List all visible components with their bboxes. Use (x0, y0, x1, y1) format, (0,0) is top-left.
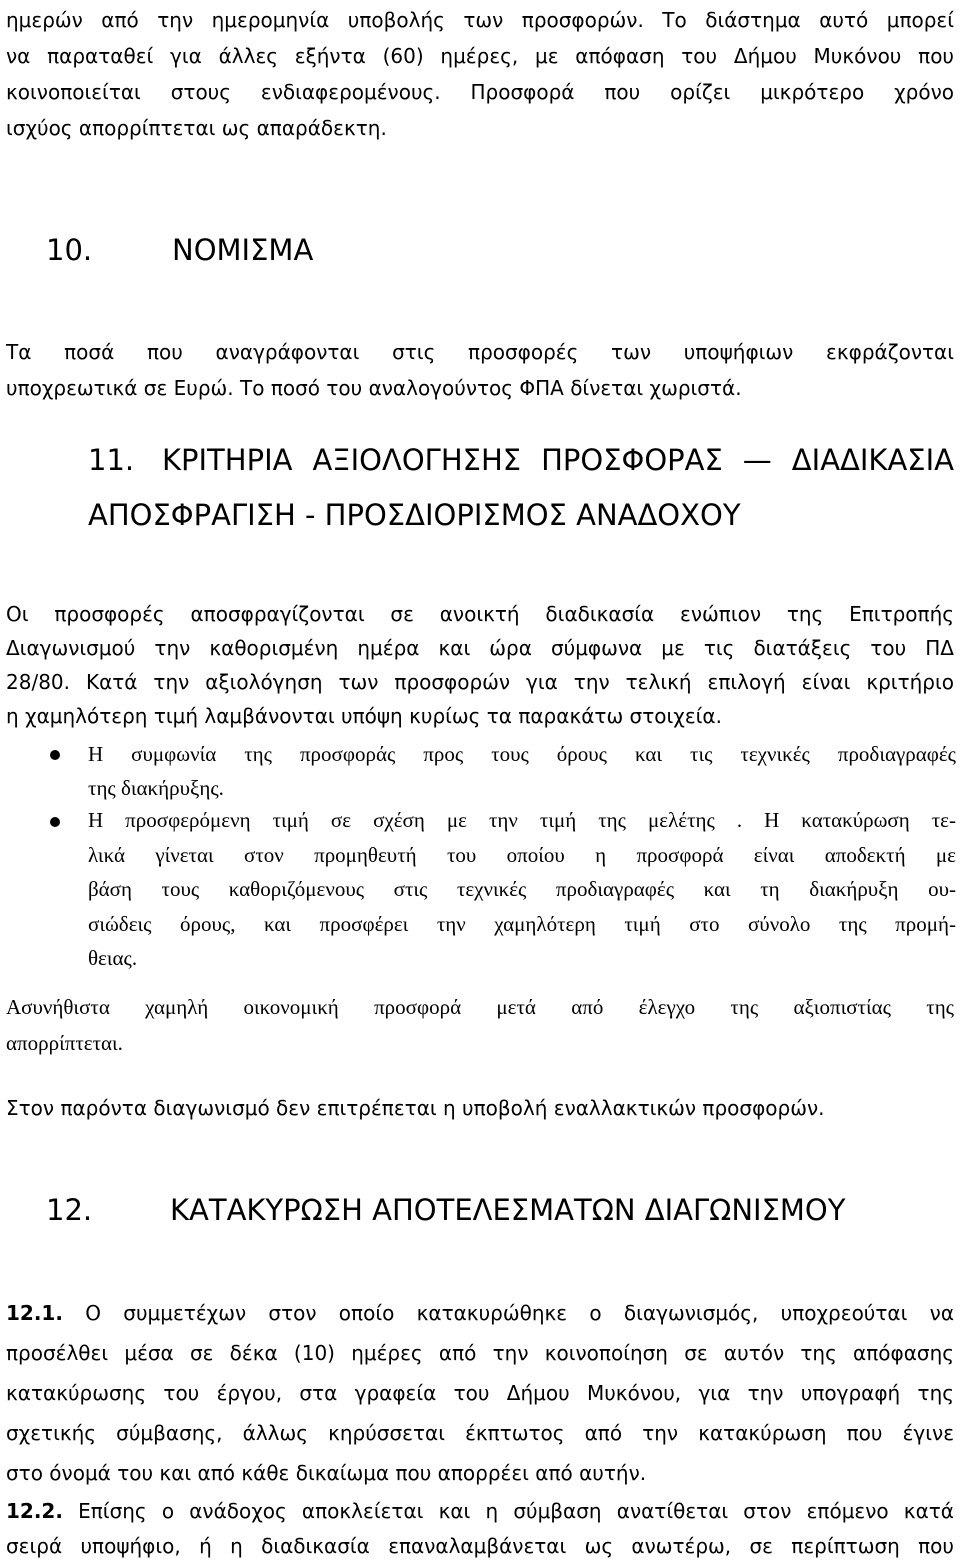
section-12-2-paragraph (6, 1494, 954, 1564)
text-line (6, 1293, 954, 1333)
text-line: Η συμφωνία της προσφοράς προς τους όρους και τις τεχνικές προδιαγραφές (88, 742, 956, 766)
text-line: κατακύρωσης του έργου, στα γραφεία του Δήμου Μυκόνου, για την υπογραφή της (6, 1381, 954, 1405)
text-line (6, 1494, 954, 1529)
text-line: της διακήρυξης. (88, 776, 224, 800)
section-number: 11. (88, 443, 135, 477)
text-line: Ασυνήθιστα χαμηλή οικονομική προσφορά μετά από έλεγχο της αξιοπιστίας της (6, 995, 954, 1019)
text-line: η χαμηλότερη τιμή λαμβάνονται υπόψη κυρίως τα παρακάτω στοιχεία. (6, 704, 722, 728)
section-number: 12. (46, 1193, 93, 1227)
bullet-item (88, 803, 956, 976)
text-line: προσέλθει μέσα σε δέκα (10) ημέρες από την κοινοποίηση σε αυτόν της απόφασης (6, 1341, 954, 1365)
text-line-content: Ο συμμετέχων στον οποίο κατακυρώθηκε ο διαγωνισμός, υποχρεούται να (85, 1301, 955, 1325)
intro-line: να παραταθεί για άλλες εξήντα (60) ημέρες, με απόφαση του Δήμου Μυκόνου που (6, 44, 954, 68)
text-line: θειας. (88, 946, 138, 970)
text-line: βάση τους καθοριζόμενους στις τεχνικές προδιαγραφές και τη διακήρυξη ου- (88, 877, 956, 901)
section-12-1-paragraph (6, 1293, 954, 1493)
section-12-heading (46, 1192, 845, 1228)
text-line: στο όνομά του και από κάθε δικαίωμα που απορρέει από αυτήν. (6, 1461, 647, 1485)
text-line: Η προσφερόμενη τιμή σε σχέση με την τιμή της μελέτης . Η κατακύρωση τε- (88, 808, 956, 832)
section-11-heading (88, 442, 954, 478)
text-line: Οι προσφορές αποσφραγίζονται σε ανοικτή διαδικασία ενώπιον της Επιτροπής (6, 602, 954, 626)
intro-line: ημερών από την ημερομηνία υποβολής των προσφορών. Το διάστημα αυτό μπορεί (6, 8, 954, 32)
intro-paragraph (6, 2, 954, 146)
section-10-paragraph (6, 334, 954, 406)
text-line-content: Επίσης ο ανάδοχος αποκλείεται και η σύμβαση ανατίθεται στον επόμενο κατά (78, 1499, 954, 1523)
section-11-paragraph (6, 597, 954, 733)
section-number: 10. (46, 233, 93, 267)
section-11-paragraph-3 (6, 1091, 954, 1125)
section-11-heading-line-2: ΑΠΟΣΦΡΑΓΙΣΗ - ΠΡΟΣΔΙΟΡΙΣΜΟΣ ΑΝΑΔΟΧΟΥ (88, 498, 741, 532)
subsection-number: 12.1. (6, 1301, 63, 1325)
section-10-heading (46, 232, 313, 268)
section-title-line: ΚΡΙΤΗΡΙΑ ΑΞΙΟΛΟΓΗΣΗΣ ΠΡΟΣΦΟΡΑΣ — ΔΙΑΔΙΚΑΣΙΑ (162, 443, 954, 477)
text-line: σιώδεις όρους, και προσφέρει την χαμηλότερη τιμή στο σύνολο της προμή- (88, 911, 956, 936)
subsection-number: 12.2. (6, 1499, 63, 1523)
text-line: λικά γίνεται στον προμηθευτή του οποίου η προσφορά είναι αποδεκτή με (88, 842, 956, 867)
text-line: σειρά υποψήφιο, ή η διαδικασία επαναλαμβάνεται ως ανωτέρω, σε περίπτωση που (6, 1534, 954, 1558)
section-11-paragraph-2 (6, 989, 954, 1061)
bullet-icon (50, 750, 60, 760)
text-line: απορρίπτεται. (6, 1031, 123, 1055)
intro-line: κοινοποιείται στους ενδιαφερομένους. Προσφορά που ορίζει μικρότερο χρόνο (6, 80, 954, 104)
bullet-item (88, 737, 956, 805)
text-line: σχετικής σύμβασης, άλλως κηρύσσεται έκπτωτος από την κατακύρωση που έγινε (6, 1421, 954, 1445)
bullet-icon (50, 817, 60, 827)
intro-line: ισχύος απορρίπτεται ως απαράδεκτη. (6, 116, 387, 140)
text-line: 28/80. Κατά την αξιολόγηση των προσφορών για την τελική επιλογή είναι κριτήριο (6, 670, 954, 694)
section-title: ΝΟΜΙΣΜΑ (172, 233, 314, 267)
text-line: Στον παρόντα διαγωνισμό δεν επιτρέπεται η υποβολή εναλλακτικών προσφορών. (6, 1096, 825, 1120)
text-line: Τα ποσά που αναγράφονται στις προσφορές των υποψήφιων εκφράζονται (6, 340, 954, 364)
section-title: ΚΑΤΑΚΥΡΩΣΗ ΑΠΟΤΕΛΕΣΜΑΤΩΝ ΔΙΑΓΩΝΙΣΜΟΥ (170, 1193, 846, 1227)
text-line: Διαγωνισμού την καθορισμένη ημέρα και ώρα σύμφωνα με τις διατάξεις του ΠΔ (6, 636, 954, 660)
text-line: υποχρεωτικά σε Ευρώ. Το ποσό του αναλογούντος ΦΠΑ δίνεται χωριστά. (6, 376, 742, 400)
